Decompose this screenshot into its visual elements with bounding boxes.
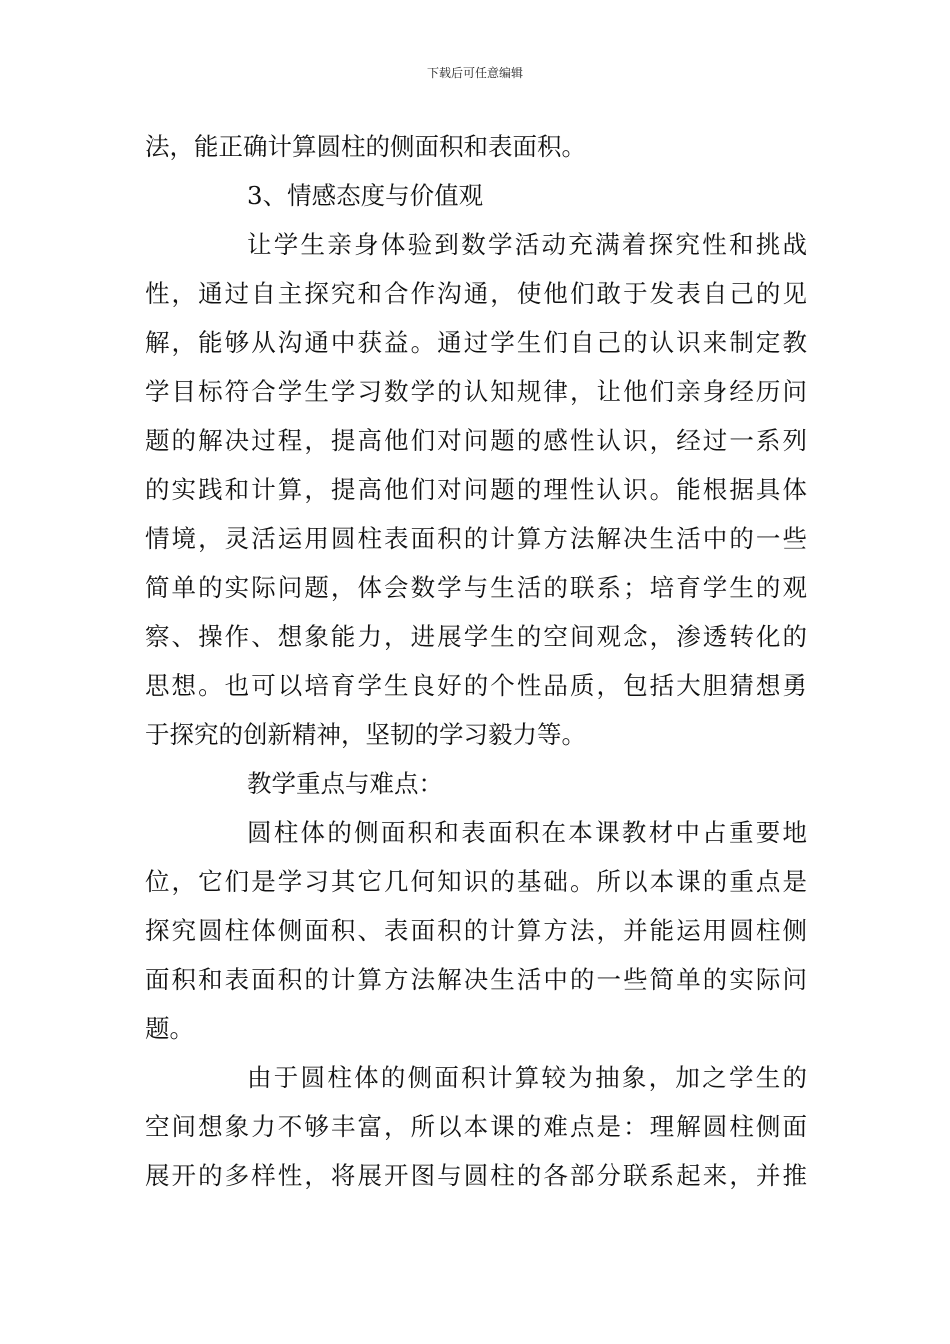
text-line: 题的解决过程，提高他们对问题的感性认识，经过一系列	[145, 426, 807, 455]
text-line: 于探究的创新精神，坚韧的学习毅力等。	[145, 720, 586, 749]
text-line: 由于圆柱体的侧面积计算较为抽象，加之学生的	[247, 1063, 807, 1092]
text-line: 题。	[145, 1014, 194, 1043]
text-line: 展开的多样性，将展开图与圆柱的各部分联系起来，并推	[145, 1161, 807, 1190]
text-line: 解，能够从沟通中获益。通过学生们自己的认识来制定教	[145, 328, 807, 357]
text-line: 学目标符合学生学习数学的认知规律，让他们亲身经历问	[145, 377, 807, 406]
text-line: 教学重点与难点：	[247, 769, 443, 798]
text-line: 圆柱体的侧面积和表面积在本课教材中占重要地	[247, 818, 807, 847]
text-line: 察、操作、想象能力，进展学生的空间观念，渗透转化的	[145, 622, 807, 651]
text-line: 3、情感态度与价值观	[247, 181, 484, 210]
page-header: 下载后可任意编辑	[426, 66, 523, 80]
text-line: 的实践和计算，提高他们对问题的理性认识。能根据具体	[145, 475, 807, 504]
text-line: 情境，灵活运用圆柱表面积的计算方法解决生活中的一些	[145, 524, 807, 553]
text-line: 面积和表面积的计算方法解决生活中的一些简单的实际问	[145, 965, 807, 994]
text-line: 探究圆柱体侧面积、表面积的计算方法，并能运用圆柱侧	[145, 916, 807, 945]
body-text	[145, 122, 807, 1200]
text-line: 性，通过自主探究和合作沟通，使他们敢于发表自己的见	[145, 279, 807, 308]
text-line: 法，能正确计算圆柱的侧面积和表面积。	[145, 132, 586, 161]
text-line: 思想。也可以培育学生良好的个性品质，包括大胆猜想勇	[145, 671, 807, 700]
text-line: 空间想象力不够丰富，所以本课的难点是：理解圆柱侧面	[145, 1112, 807, 1141]
text-line: 让学生亲身体验到数学活动充满着探究性和挑战	[247, 230, 807, 259]
text-line: 位，它们是学习其它几何知识的基础。所以本课的重点是	[145, 867, 807, 896]
text-line: 简单的实际问题，体会数学与生活的联系；培育学生的观	[145, 573, 807, 602]
